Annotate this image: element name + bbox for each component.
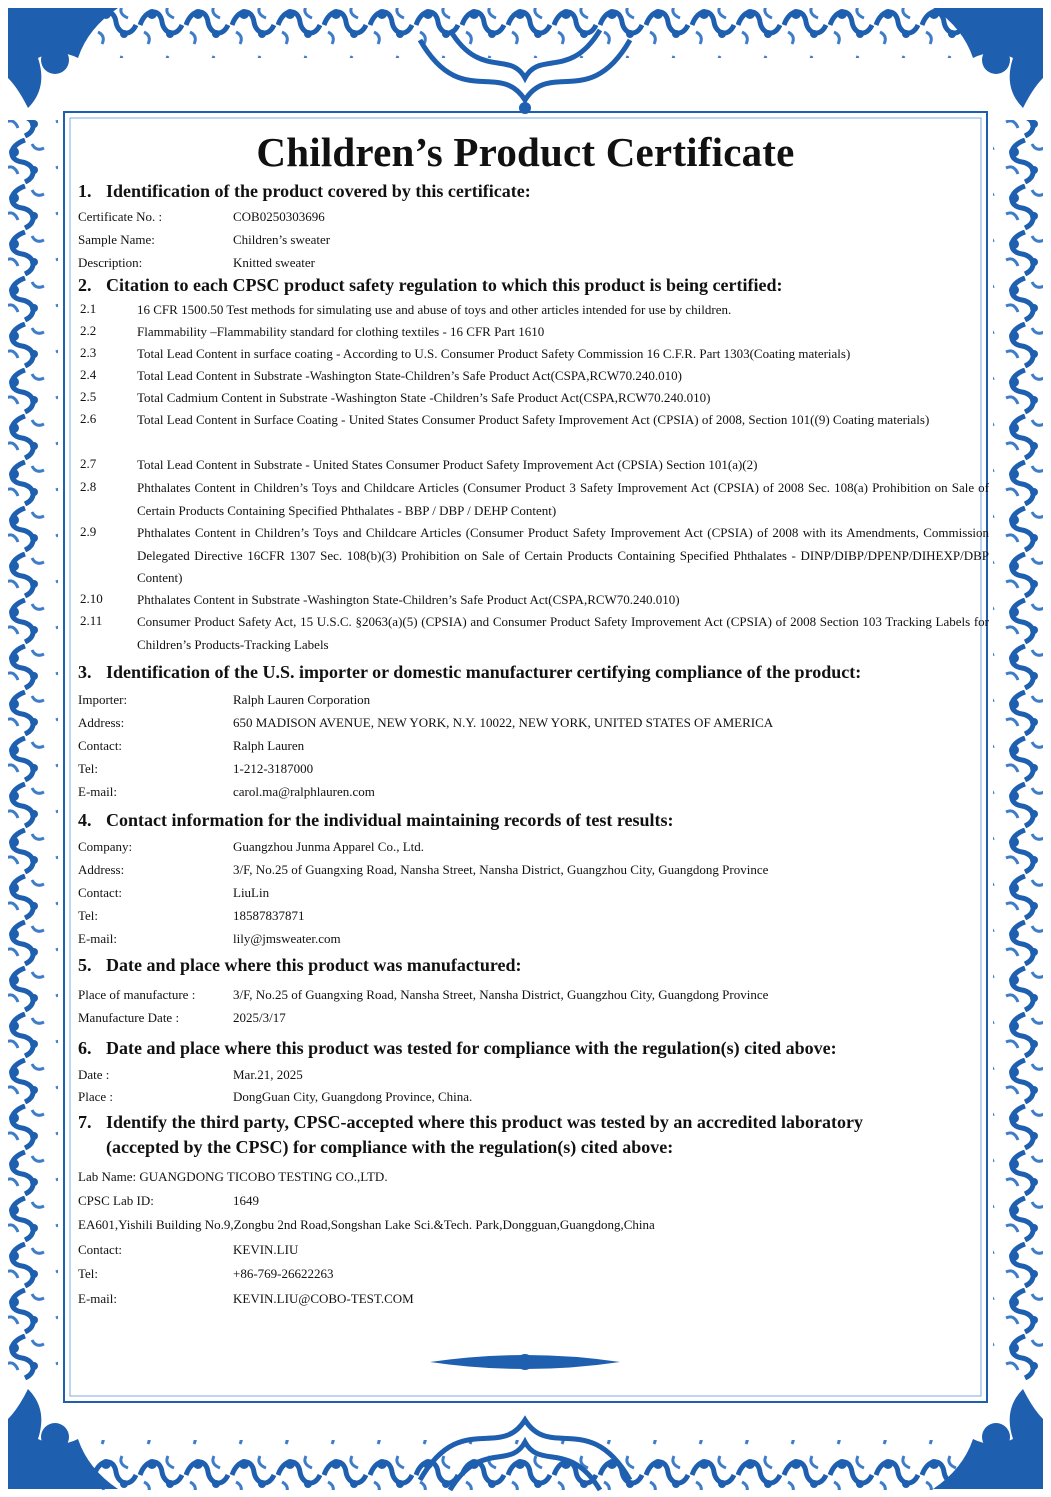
citation-text: 16 CFR 1500.50 Test methods for simulating use and abuse of toys and other articles intended for use by children. (137, 302, 732, 317)
citation-text: Flammability –Flammability standard for clothing textiles - 16 CFR Part 1610 (137, 324, 545, 339)
section-title: Citation to each CPSC product safety regulation to which this product is being certified: (106, 275, 783, 295)
manufacture-date: 2025/3/17 (233, 1010, 286, 1025)
place-of-manufacture: 3/F, No.25 of Guangxing Road, Nansha Street, Nansha District, Guangzhou City, Guangdong Province (233, 987, 769, 1002)
lab-contact: KEVIN.LIU (233, 1242, 299, 1257)
citation-number: 2.8 (80, 479, 97, 494)
section-6-heading (78, 1038, 837, 1059)
citation-number: 2.11 (80, 613, 103, 628)
field-label: Contact: (78, 885, 123, 900)
records-address: 3/F, No.25 of Guangxing Road, Nansha Street, Nansha District, Guangzhou City, Guangdong Province (233, 862, 769, 877)
section-7-heading (78, 1112, 863, 1133)
section-number: 2. (78, 275, 92, 295)
field-label: Place : (78, 1089, 114, 1104)
certificate-number: COB0250303696 (233, 209, 325, 224)
citation-number: 2.10 (80, 591, 103, 606)
field-label: Date : (78, 1067, 110, 1082)
field-label: Tel: (78, 1266, 99, 1281)
description: Knitted sweater (233, 255, 315, 270)
field-label: CPSC Lab ID: (78, 1193, 154, 1208)
citation-number: 2.2 (80, 323, 97, 338)
section-number: 4. (78, 810, 92, 830)
citation-text: Total Lead Content in surface coating - According to U.S. Consumer Product Safety Commission 16 C.F.R. Part 1303(Coating materials) (137, 346, 851, 361)
section-number: 7. (78, 1112, 92, 1132)
field-label: Address: (78, 715, 125, 730)
citation-number: 2.1 (80, 301, 97, 316)
citation-text: Total Lead Content in Substrate - United States Consumer Product Safety Improvement Act (CPSIA) Section 101(a)(2) (137, 457, 758, 472)
section-7-heading-continued: (accepted by the CPSC) for compliance with the regulation(s) cited above: (106, 1137, 674, 1157)
field-label: Sample Name: (78, 232, 155, 247)
section-number: 5. (78, 955, 92, 975)
section-1-heading (78, 181, 531, 202)
section-title: Identify the third party, CPSC-accepted where this product was tested by an accredited laboratory (106, 1112, 863, 1132)
test-place: DongGuan City, Guangdong Province, China. (233, 1089, 473, 1104)
field-label: E-mail: (78, 1291, 117, 1306)
field-label: Company: (78, 839, 133, 854)
sample-name: Children’s sweater (233, 232, 331, 247)
citation-text: Total Lead Content in Substrate -Washington State-Children’s Safe Product Act(CSPA,RCW70.240.010) (137, 368, 682, 383)
lab-tel: +86-769-26622263 (233, 1266, 334, 1281)
citation-text: Consumer Product Safety Act, 15 U.S.C. §2063(a)(5) (CPSIA) and Consumer Product Safety Improvement Act (CPSIA) of 2008 Section 103 Tracking Labels for Children’s Products-Tracking Labels (137, 614, 989, 652)
field-label: Contact: (78, 1242, 123, 1257)
citation-number: 2.9 (80, 524, 97, 539)
field-label: Tel: (78, 761, 99, 776)
citation-text: Phthalates Content in Children’s Toys and Childcare Articles (Consumer Product Safety Improvement Act (CPSIA) of 2008 with its Amendments, Commission Delegated Directive 16CFR 1307 Sec. 108(b)(3) Prohibition on Sale of Certain Products Containing Specified Phthalates - DINP/DIBP/DPENP/DIHEXP/DBP Content) (137, 525, 989, 585)
field-label: Place of manufacture : (78, 987, 196, 1002)
section-5-heading (78, 955, 522, 976)
citation-text: Phthalates Content in Children’s Toys and Childcare Articles (Consumer Product 3 Safety Improvement Act (CPSIA) of 2008 Sec. 108(a) Prohibition on Sale of Certain Products Containing Specified Phthalates - BBP / DBP / DEHP Content) (137, 480, 989, 518)
field-label: Manufacture Date : (78, 1010, 180, 1025)
field-label: E-mail: (78, 931, 117, 946)
field-label: Importer: (78, 692, 128, 707)
citation-number: 2.5 (80, 389, 97, 404)
field-label: Contact: (78, 738, 123, 753)
lab-email: KEVIN.LIU@COBO-TEST.COM (233, 1291, 414, 1306)
field-label: Certificate No. : (78, 209, 163, 224)
cpsc-lab-id: 1649 (233, 1193, 259, 1208)
field-label: Tel: (78, 908, 99, 923)
section-title: Contact information for the individual maintaining records of test results: (106, 810, 674, 830)
lab-name: Lab Name: GUANGDONG TICOBO TESTING CO.,LTD. (78, 1169, 388, 1184)
importer-email: carol.ma@ralphlauren.com (233, 784, 375, 799)
lab-address: EA601,Yishili Building No.9,Zongbu 2nd Road,Songshan Lake Sci.&Tech. Park,Dongguan,Guangdong,China (78, 1217, 655, 1232)
section-title: Identification of the U.S. importer or domestic manufacturer certifying compliance of the product: (106, 662, 862, 682)
section-number: 6. (78, 1038, 92, 1058)
records-company: Guangzhou Junma Apparel Co., Ltd. (233, 839, 424, 854)
section-3-heading (78, 662, 861, 683)
importer-name: Ralph Lauren Corporation (233, 692, 371, 707)
citation-number: 2.4 (80, 367, 97, 382)
test-date: Mar.21, 2025 (233, 1067, 303, 1082)
citation-text: Total Lead Content in Surface Coating - United States Consumer Product Safety Improvement Act (CPSIA) of 2008, Section 101((9) Coating materials) (137, 412, 930, 427)
importer-address: 650 MADISON AVENUE, NEW YORK, N.Y. 10022, NEW YORK, UNITED STATES OF AMERICA (233, 715, 774, 730)
records-contact: LiuLin (233, 885, 270, 900)
section-number: 3. (78, 662, 92, 682)
certificate-title: Children’s Product Certificate (256, 129, 795, 175)
field-label: Address: (78, 862, 125, 877)
citation-number: 2.6 (80, 411, 97, 426)
section-title: Date and place where this product was tested for compliance with the regulation(s) cited above: (106, 1038, 837, 1058)
importer-contact: Ralph Lauren (233, 738, 305, 753)
section-title: Date and place where this product was manufactured: (106, 955, 522, 975)
field-label: E-mail: (78, 784, 117, 799)
records-email: lily@jmsweater.com (233, 931, 341, 946)
importer-tel: 1-212-3187000 (233, 761, 314, 776)
citation-number: 2.7 (80, 456, 97, 471)
section-number: 1. (78, 181, 92, 201)
records-tel: 18587837871 (233, 908, 305, 923)
field-label: Description: (78, 255, 143, 270)
citation-text: Phthalates Content in Substrate -Washington State-Children’s Safe Product Act(CSPA,RCW70.240.010) (137, 592, 680, 607)
section-title: Identification of the product covered by this certificate: (106, 181, 531, 201)
citation-number: 2.3 (80, 345, 97, 360)
section-2-heading (78, 275, 783, 296)
citation-text: Total Cadmium Content in Substrate -Washington State -Children’s Safe Product Act(CSPA,RCW70.240.010) (137, 390, 711, 405)
section-4-heading (78, 810, 674, 831)
